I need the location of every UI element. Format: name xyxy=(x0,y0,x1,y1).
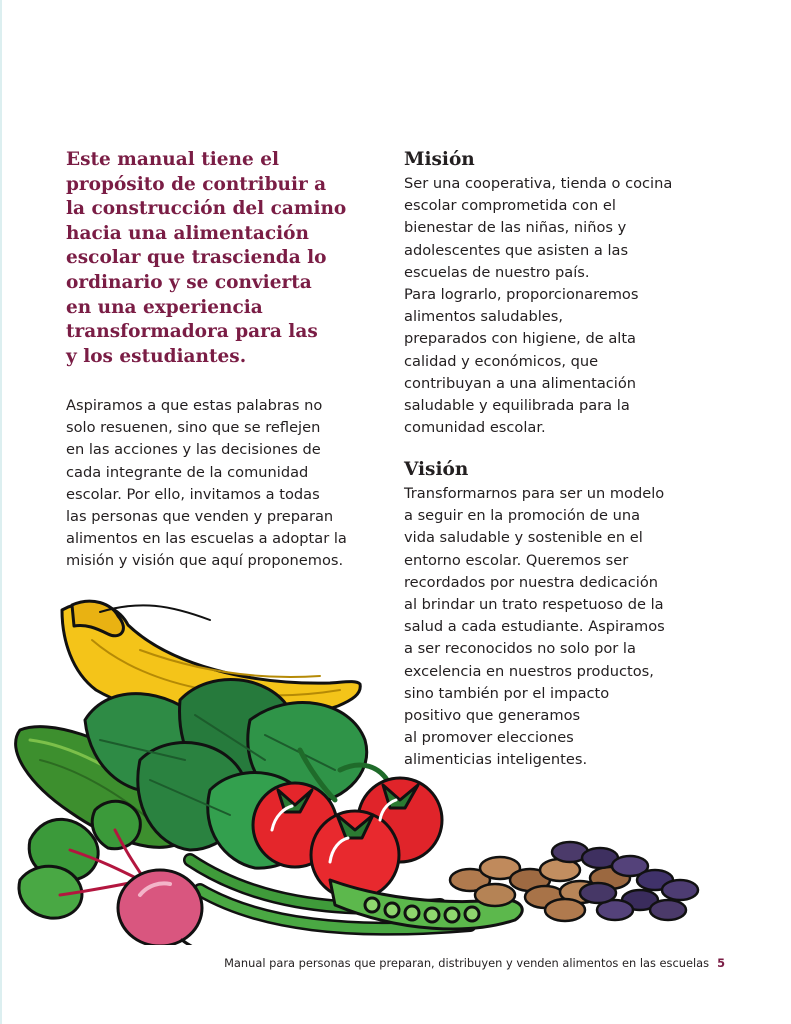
vision-line: al brindar un trato respetuoso de la xyxy=(404,596,664,614)
intro-line: misión y visión que aquí proponemos. xyxy=(66,552,344,570)
vision-line: vida saludable y sostenible en el xyxy=(404,529,643,547)
vision-line: alimenticias inteligentes. xyxy=(404,751,588,769)
vision-heading: Visión xyxy=(404,459,469,480)
intro-line: alimentos en las escuelas a adoptar la xyxy=(66,530,347,548)
lead-line: ordinario y se convierta xyxy=(66,271,312,293)
lead-line: hacia una alimentación xyxy=(66,222,309,244)
vision-line: recordados por nuestra dedicación xyxy=(404,573,658,591)
vision-line: al promover elecciones xyxy=(404,729,574,747)
mision-line: contribuyan a una alimentación xyxy=(404,374,637,392)
lead-line: Este manual tiene el xyxy=(66,149,279,170)
vision-line: sino también por el impacto xyxy=(404,684,610,702)
intro-line: solo resuenen, sino que se reflejen xyxy=(66,419,321,437)
lead-line: transformadora para las xyxy=(66,321,318,343)
mision-line: comunidad escolar. xyxy=(404,419,546,437)
vision-line: positivo que generamos xyxy=(404,707,581,725)
mision-line: Para lograrlo, proporcionaremos xyxy=(404,286,639,304)
page-footer xyxy=(224,956,725,970)
mision-line: Ser una cooperativa, tienda o cocina xyxy=(404,175,673,192)
intro-line: escolar. Por ello, invitamos a todas xyxy=(66,485,320,503)
mision-line: bienestar de las niñas, niños y xyxy=(404,219,627,237)
mision-line: preparados con higiene, de alta xyxy=(404,330,636,348)
page-number: 5 xyxy=(717,956,725,970)
intro-line: las personas que venden y preparan xyxy=(66,508,334,526)
vision-line: a ser reconocidos no solo por la xyxy=(404,640,636,658)
lead-statement xyxy=(66,148,366,369)
lead-line: y los estudiantes. xyxy=(66,345,247,367)
lead-line: propósito de contribuir a xyxy=(66,173,327,195)
intro-paragraph xyxy=(66,395,366,573)
vision-line: Transformarnos para ser un modelo xyxy=(404,485,665,502)
lead-line: la construcción del camino xyxy=(66,198,347,220)
intro-line: en las acciones y las decisiones de xyxy=(66,441,321,459)
vision-line: entorno escolar. Queremos ser xyxy=(404,551,629,569)
mision-line: alimentos saludables, xyxy=(404,308,563,326)
intro-line: Aspiramos a que estas palabras no xyxy=(66,397,323,414)
vision-line: salud a cada estudiante. Aspiramos xyxy=(404,618,665,636)
mision-line: escuelas de nuestro país. xyxy=(404,263,590,281)
mision-heading: Misión xyxy=(404,149,475,170)
footer-text: Manual para personas que preparan, distribuyen y venden alimentos en las escuelas xyxy=(224,956,710,970)
vision-line: a seguir en la promoción de una xyxy=(404,507,641,525)
mision-line: adolescentes que asisten a las xyxy=(404,241,629,259)
mision-line: calidad y económicos, que xyxy=(404,352,599,370)
mision-section xyxy=(404,148,704,439)
mision-line: saludable y equilibrada para la xyxy=(404,397,630,415)
lead-line: en una experiencia xyxy=(66,296,263,318)
vision-line: excelencia en nuestros productos, xyxy=(404,662,654,680)
intro-line: cada integrante de la comunidad xyxy=(66,463,309,481)
lead-line: escolar que trascienda lo xyxy=(66,247,327,269)
mision-line: escolar comprometida con el xyxy=(404,197,616,215)
vegetables-illustration xyxy=(0,585,720,945)
